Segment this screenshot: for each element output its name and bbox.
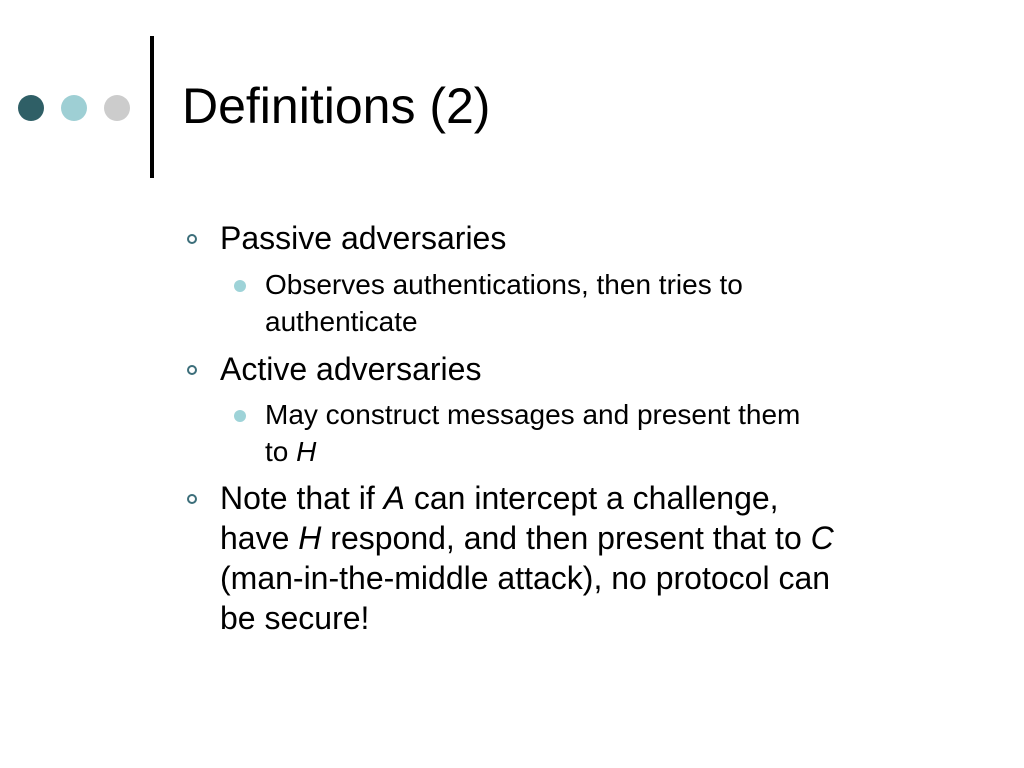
- note-line: be secure!: [220, 600, 370, 636]
- italic-symbol: H: [298, 520, 322, 556]
- sub-bullet-construct: [265, 396, 800, 470]
- sub-bullet-observes: [265, 266, 743, 340]
- bullet-marker: [187, 494, 197, 504]
- bullet-text: Passive adversaries: [220, 220, 507, 256]
- bullet-marker: [187, 234, 197, 244]
- text-run: respond, and then present that to: [321, 520, 811, 556]
- note-line: [220, 518, 834, 558]
- italic-symbol: H: [296, 436, 317, 467]
- sub-bullet-marker: [234, 410, 246, 422]
- text-run: to: [265, 436, 297, 467]
- bullet-text: Active adversaries: [220, 351, 482, 387]
- bullet-passive-adversaries: [220, 218, 506, 258]
- bullet-marker: [187, 365, 197, 375]
- sub-bullet-line: authenticate: [265, 306, 418, 337]
- note-line: (man-in-the-middle attack), no protocol can: [220, 560, 831, 596]
- note-line: [220, 478, 834, 518]
- italic-symbol: C: [810, 520, 834, 556]
- bullet-note: [220, 478, 834, 638]
- italic-symbol: A: [383, 480, 405, 516]
- sub-bullet-line: [265, 433, 800, 470]
- sub-bullet-line: May construct messages and present them: [265, 399, 801, 430]
- bullet-active-adversaries: [220, 349, 481, 389]
- sub-bullet-line: Observes authentications, then tries to: [265, 269, 743, 300]
- text-run: Note that if: [220, 480, 384, 516]
- slide-title: Definitions (2): [182, 78, 491, 134]
- sub-bullet-marker: [234, 280, 246, 292]
- text-run: can intercept a challenge,: [404, 480, 779, 516]
- text-run: have: [220, 520, 299, 556]
